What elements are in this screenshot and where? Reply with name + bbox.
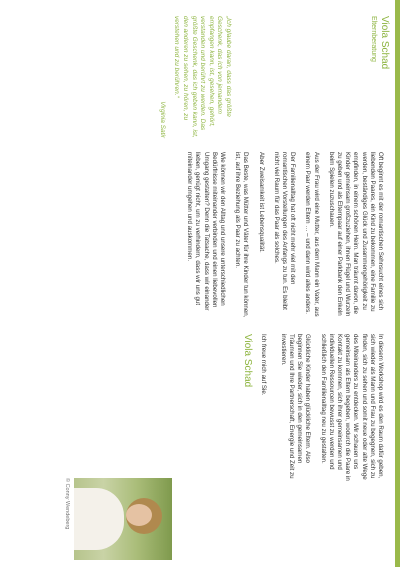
- quote-text: „Ich glaube daran, dass das größte Geschenk, das ich von jemandem empfangen kann, ist, gesehen, gehört, verstanden und berührt zu werden. Das größte Geschenk, das ich geben kann, ist, den anderen zu sehen, zu hören, zu verstehen und zu berühren.“: [173, 16, 232, 138]
- signature: Viola Schad: [242, 334, 254, 388]
- header: [369, 16, 390, 69]
- column-right: [243, 334, 384, 484]
- paragraph: Ich freue mich auf Sie.: [259, 334, 267, 396]
- photo-face: [126, 504, 152, 526]
- accent-stripe: [395, 0, 400, 567]
- photo-body: [74, 488, 124, 550]
- portrait-photo: [74, 478, 172, 560]
- paragraph: Oft beginnt es mit der romantischen Sehnsucht eines sich liebenden Paares, ein Kind zu bekommen, eine Familie zu werden, beständiges Glück und Zusammengehörigkeit zu empfinden, in einem schönen Heim. Man träumt davon, die Kinder gemeinsam großzuziehen, ihnen Flügel und Wurzeln zu geben und als Elternpaar auf einer Parkbank den Enkeln beim Spielen zuzuschauen.: [327, 152, 384, 317]
- paragraph: Aber Zweisamkeit ist Lebensqualität.: [257, 152, 265, 253]
- quote-author: Virginia Satir: [158, 101, 166, 138]
- author-name: Viola Schad: [379, 16, 390, 70]
- author-subtitle: Elternberatung: [370, 16, 377, 62]
- column-left: [178, 152, 384, 322]
- paragraph: Aus der Frau wird eine Mutter, aus dem Mann ein Vater, aus einem Paar werden Eltern … – und dann wird alles anders.: [304, 152, 320, 317]
- paragraph: Wie können wir den Alltag und unsere unterschiedlichen Bedürfnisse miteinander verbinden und einen liebevollen Umgang gestalten? Denn die Tatsache, dass wir einander lieben, genügt nicht, um zu verhindern, dass wir uns gut miteinander umgehen und auskommen.: [186, 152, 226, 311]
- photo-credit: © Conny Wendeberg: [64, 478, 70, 530]
- quote-block: [157, 16, 232, 138]
- paragraph: Glückliche Kinder haben glückliche Eltern. Also beginnen Sie wieder, sich in den gemeinsamen Träumen und Ihre Partnerschaft, Energie und Zeit zu investieren.: [279, 334, 312, 479]
- paragraph: Der Familienalltag hat oft nicht mehr viel mit den romantischen Vorstellungen des Anfangs zu tun. Es bleibt nicht viel Raum für das Paar als solches.: [272, 152, 297, 310]
- paragraph: Das Beste, was Mütter und Väter für ihre Kinder tun können, ist, auf ihre Beziehung als Paar zu achten.: [234, 152, 250, 318]
- paragraph: In diesem Workshop wird es den Raum dafür geben, sich wieder als Mann und Frau zu begegnen, sich zu finden, sich zu sehen und somit neue oder alte Wege des Miteinanders zu entdecken. Wir schauen uns gemeinsam als Eltern begeben, wodurch die Paare in Kontakt zu kommen, sich ihrer gemeinsamen und individuellen Ressourcen bewusst zu werden und schließlich den Familienalltag neu zu gestalten.: [319, 334, 384, 481]
